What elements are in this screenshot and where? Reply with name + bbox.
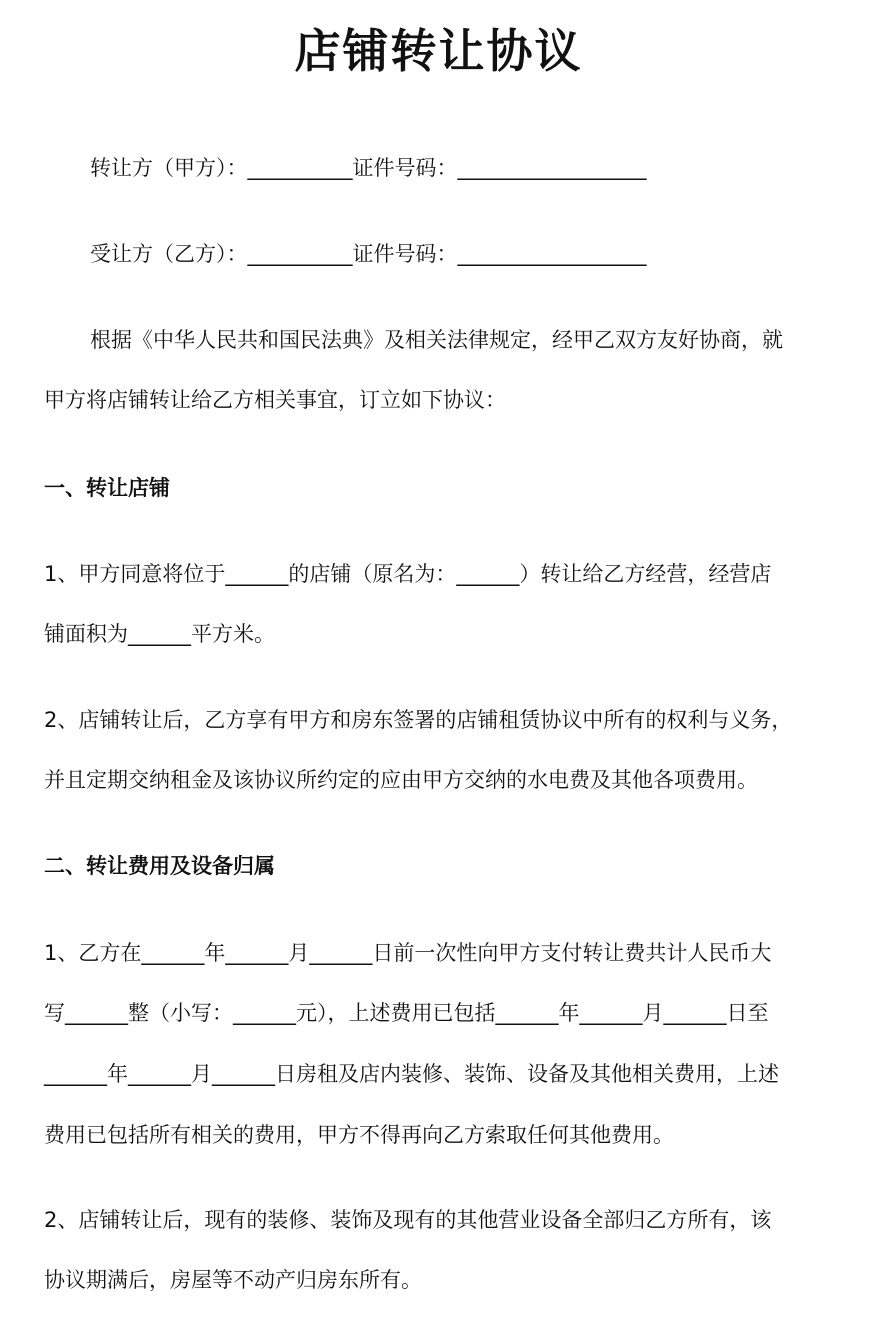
section-1-clause-2-line-1: 2、店铺转让后，乙方享有甲方和房东签署的店铺租赁协议中所有的权利与义务， (44, 708, 793, 732)
section-2-heading: 二、转让费用及设备归属 (44, 854, 275, 878)
section-2-clause-2-line-2: 协议期满后，房屋等不动产归房东所有。 (44, 1268, 422, 1292)
party-b-line: 受让方（乙方）：__________证件号码：__________________ (90, 242, 647, 266)
section-1-heading: 一、转让店铺 (44, 476, 170, 500)
section-2-clause-1-line-4: 费用已包括所有相关的费用，甲方不得再向乙方索取任何其他费用。 (44, 1123, 674, 1147)
document-title: 店铺转让协议 (294, 24, 583, 78)
section-1-clause-1-line-2: 铺面积为______平方米。 (44, 622, 275, 646)
section-1-clause-2-line-2: 并且定期交纳租金及该协议所约定的应由甲方交纳的水电费及其他各项费用。 (44, 768, 758, 792)
section-2-clause-1-line-1: 1、乙方在______年______月______日前一次性向甲方支付转让费共计人民币大 (44, 941, 772, 965)
party-a-line: 转让方（甲方）：__________证件号码：__________________ (90, 156, 647, 180)
preamble-line-1: 根据《中华人民共和国民法典》及相关法律规定，经甲乙双方友好协商，就 (90, 328, 783, 352)
section-2-clause-1-line-2: 写______整（小写：______元），上述费用已包括______年______月______日至 (44, 1001, 769, 1025)
preamble-line-2: 甲方将店铺转让给乙方相关事宜，订立如下协议： (44, 388, 506, 412)
section-2-clause-1-line-3: ______年______月______日房租及店内装修、装饰、设备及其他相关费用，上述 (44, 1062, 779, 1086)
section-1-clause-1-line-1: 1、甲方同意将位于______的店铺（原名为：______）转让给乙方经营，经营店 (44, 562, 772, 586)
section-2-clause-2-line-1: 2、店铺转让后，现有的装修、装饰及现有的其他营业设备全部归乙方所有，该 (44, 1208, 772, 1232)
